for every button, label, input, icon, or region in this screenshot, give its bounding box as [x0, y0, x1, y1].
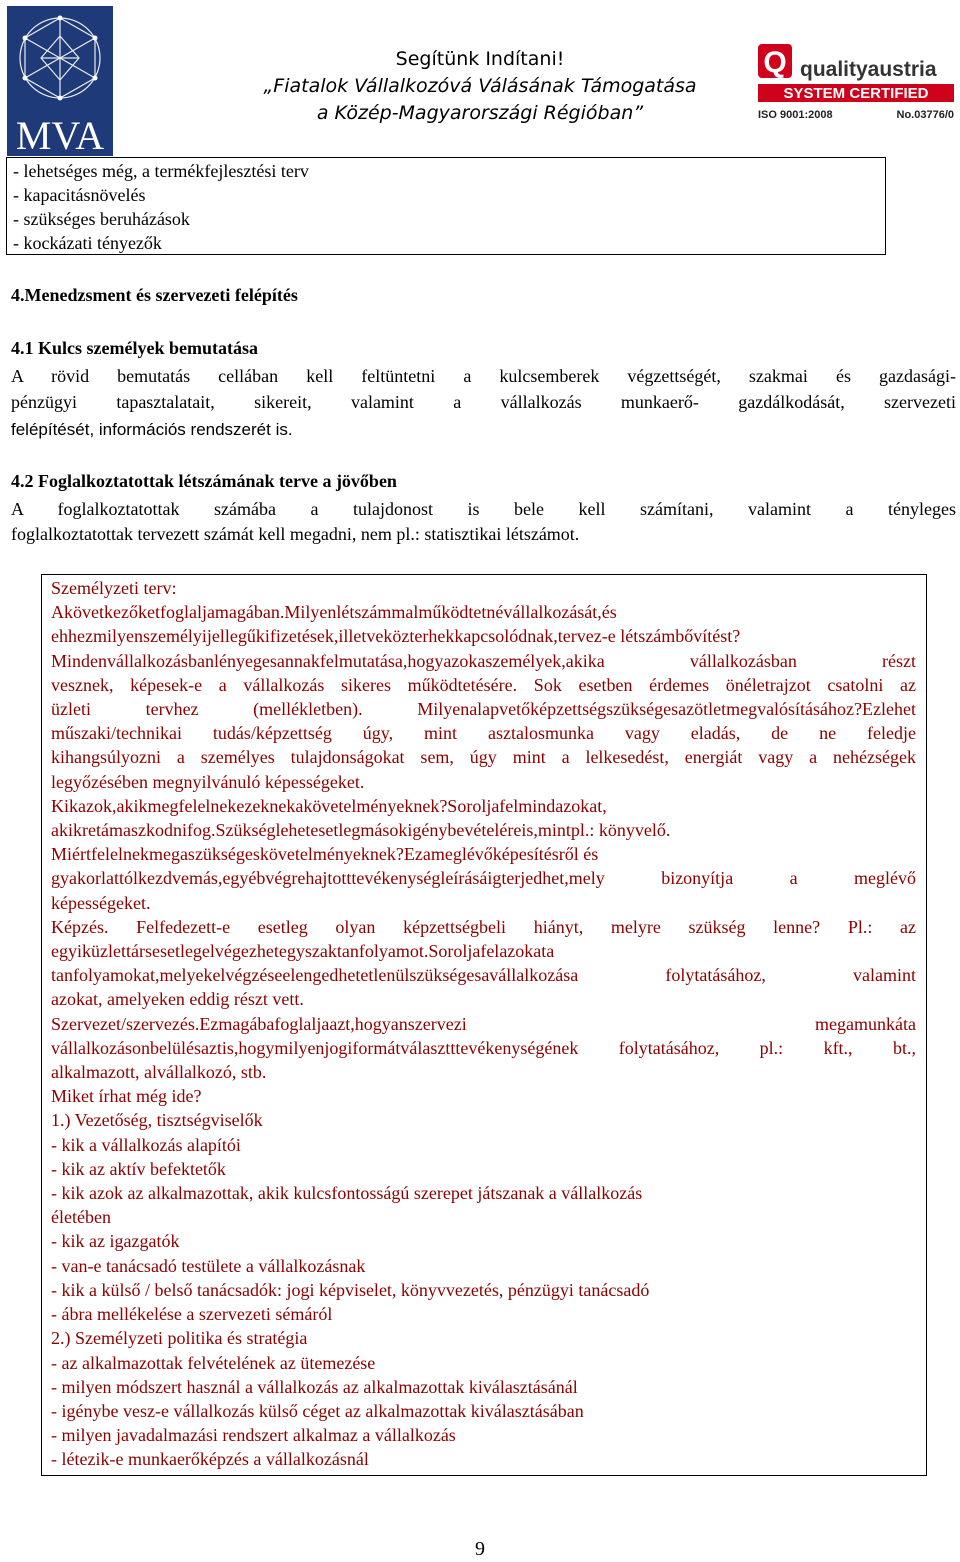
- staff-plan-line: gyakorlattólkezdvemás,egyébvégrehajtotttevékenységleírásáigterjedhet,mely bizonyítja a meglévő: [51, 868, 916, 889]
- staff-plan-line: akikretámaszkodnifog.Szükséglehetesetlegmásokigénybevételéreis,mintpl.: könyvelő.: [51, 820, 671, 841]
- staff-plan-line: műszaki/technikai tudás/képzettség úgy, mint asztalosmunka vagy eladás, de ne feledje: [51, 723, 916, 744]
- qa-brand-name: qualityaustria: [800, 58, 937, 81]
- staff-plan-line: - kik a vállalkozás alapítói: [51, 1134, 241, 1155]
- staff-plan-line: legyőzésében megnyilvánuló képességeket.: [51, 771, 365, 792]
- section-42-line: foglalkoztatottak tervezett számát kell megadni, nem pl.: statisztikai létszámot.: [11, 524, 580, 544]
- header-title-line1: Segítünk Indítani!: [395, 48, 565, 70]
- section-41-line: A rövid bemutatás cellában kell feltüntetni a kulcsemberek végzettségét, szakmai és gazdasági-: [11, 366, 956, 386]
- staff-plan-line: - milyen módszert használ a vállalkozás az alkalmazottak kiválasztásánál: [51, 1376, 578, 1397]
- staff-plan-line: Szervezet/szervezés.Ezmagábafoglaljaazt,hogyanszervezi megamunkáta: [51, 1013, 916, 1034]
- staff-plan-line: Kikazok,akikmegfelelnekezeknekakövetelményeknek?Soroljafelmindazokat,: [51, 795, 607, 816]
- page-number: 9: [475, 1538, 485, 1560]
- staff-plan-line: - van-e tanácsadó testülete a vállalkozásnak: [51, 1255, 366, 1276]
- staff-plan-text: [51, 576, 916, 1472]
- staff-plan-line: képességeket.: [51, 892, 151, 913]
- staff-plan-line: egyiküzlettársesetlegelvégezhetegyszaktanfolyamot.Soroljafelazokata: [51, 941, 555, 962]
- top-box-line: - lehetséges még, a termékfejlesztési terv: [13, 161, 309, 181]
- section-42-title: 4.2 Foglalkoztatottak létszámának terve a jövőben: [11, 471, 397, 491]
- top-box-line: - kapacitásnövelés: [13, 185, 146, 205]
- staff-plan-line: 1.) Vezetőség, tisztségviselők: [51, 1110, 263, 1131]
- header-title-line2: „Fiatalok Vállalkozóvá Válásának Támogatása: [263, 75, 697, 97]
- section-4-title: 4.Menedzsment és szervezeti felépítés: [11, 285, 298, 305]
- section-41-title: 4.1 Kulcs személyek bemutatása: [11, 338, 258, 358]
- qa-band-text: SYSTEM CERTIFIED: [783, 85, 929, 102]
- staff-plan-line: azokat, amelyeken eddig részt vett.: [51, 989, 304, 1010]
- staff-plan-line: Miket írhat még ide?: [51, 1086, 202, 1107]
- top-box-line: - kockázati tényezők: [13, 233, 162, 253]
- mva-logo-text: MVA: [15, 113, 105, 156]
- staff-plan-line: vesznek, képesek-e a vállalkozás sikeres működtetésére. Sok esetben érdemes önéletrajzot csatolni az: [51, 674, 916, 695]
- staff-plan-line: Képzés. Felfedezett-e esetleg olyan képzettségbeli hiányt, melyre szükség lenne? Pl.: az: [51, 916, 916, 937]
- staff-plan-line: - kik az igazgatók: [51, 1231, 180, 1252]
- staff-plan-line: Akövetkezőketfoglaljamagában.Milyenlétszámmalműködtetnévállalkozását,és: [51, 602, 617, 623]
- svg-text:Q: Q: [763, 46, 787, 79]
- staff-plan-line: üzleti tervhez (mellékletben). Milyenalapvetőképzettségszükségesazötletmegvalósításához?Ezlehet: [51, 699, 916, 720]
- section-42-line: A foglalkoztatottak számába a tulajdonost is bele kell számítani, valamint a tényleges: [11, 499, 956, 519]
- section-41-line: pénzügyi tapasztalatait, sikereit, valamint a vállalkozás munkaerő- gazdálkodását, szervezeti: [11, 392, 956, 412]
- staff-plan-line: Miértfelelnekmegaszükségeskövetelményeknek?Ezameglévőképesítésről és: [51, 844, 599, 865]
- staff-plan-line: kihangsúlyozni a személyes tulajdonságokat sem, úgy mint a lelkesedést, energiát vagy a nehézségek: [51, 747, 916, 768]
- staff-plan-line: - kik azok az alkalmazottak, akik kulcsfontosságú szerepet játszanak a vállalkozás: [51, 1183, 643, 1204]
- top-box-line: - szükséges beruházások: [13, 209, 190, 229]
- qa-iso: ISO 9001:2008: [758, 109, 833, 120]
- staff-plan-line: - kik az aktív befektetők: [51, 1158, 226, 1179]
- qa-no: No.03776/0: [896, 109, 954, 120]
- staff-plan-line: tanfolyamokat,melyekelvégzéseelengedhetetlenülszükségesavállalkozása folytatásához, valamint: [51, 965, 916, 986]
- staff-plan-line: ehhezmilyenszemélyijellegűkifizetések,illetveközterhekkapcsolódnak,tervez-e létszámbővítést?: [51, 626, 741, 647]
- staff-plan-line: - kik a külső / belső tanácsadók: jogi képviselet, könyvvezetés, pénzügyi tanácsadó: [51, 1279, 650, 1300]
- staff-plan-line: vállalkozásonbelülésaztis,hogymilyenjogiformátválasztttevékenységének folytatásához, pl.: kft., bt.,: [51, 1037, 916, 1058]
- staff-plan-line: - igénybe vesz-e vállalkozás külső céget az alkalmazottak kiválasztásában: [51, 1400, 584, 1421]
- staff-plan-line: - az alkalmazottak felvételének az ütemezése: [51, 1352, 376, 1373]
- staff-plan-line: 2.) Személyzeti politika és stratégia: [51, 1328, 308, 1349]
- section-41-line: felépítését, információs rendszerét is.: [11, 420, 293, 439]
- staff-plan-line: Személyzeti terv:: [51, 578, 177, 598]
- staff-plan-line: - ábra mellékelése a szervezeti sémáról: [51, 1304, 333, 1325]
- staff-plan-line: alkalmazott, alvállalkozó, stb.: [51, 1062, 267, 1083]
- staff-plan-line: - létezik-e munkaerőképzés a vállalkozásnál: [51, 1449, 369, 1470]
- staff-plan-line: - milyen javadalmazási rendszert alkalmaz a vállalkozás: [51, 1425, 456, 1446]
- staff-plan-line: életében: [51, 1207, 111, 1228]
- staff-plan-line: Mindenvállalkozásbanlényegesannakfelmutatása,hogyazokaszemélyek,akika vállalkozásban részt: [51, 650, 916, 671]
- header-title-line3: a Közép-Magyarországi Régióban”: [316, 102, 644, 124]
- quality-austria-logo: [756, 42, 956, 120]
